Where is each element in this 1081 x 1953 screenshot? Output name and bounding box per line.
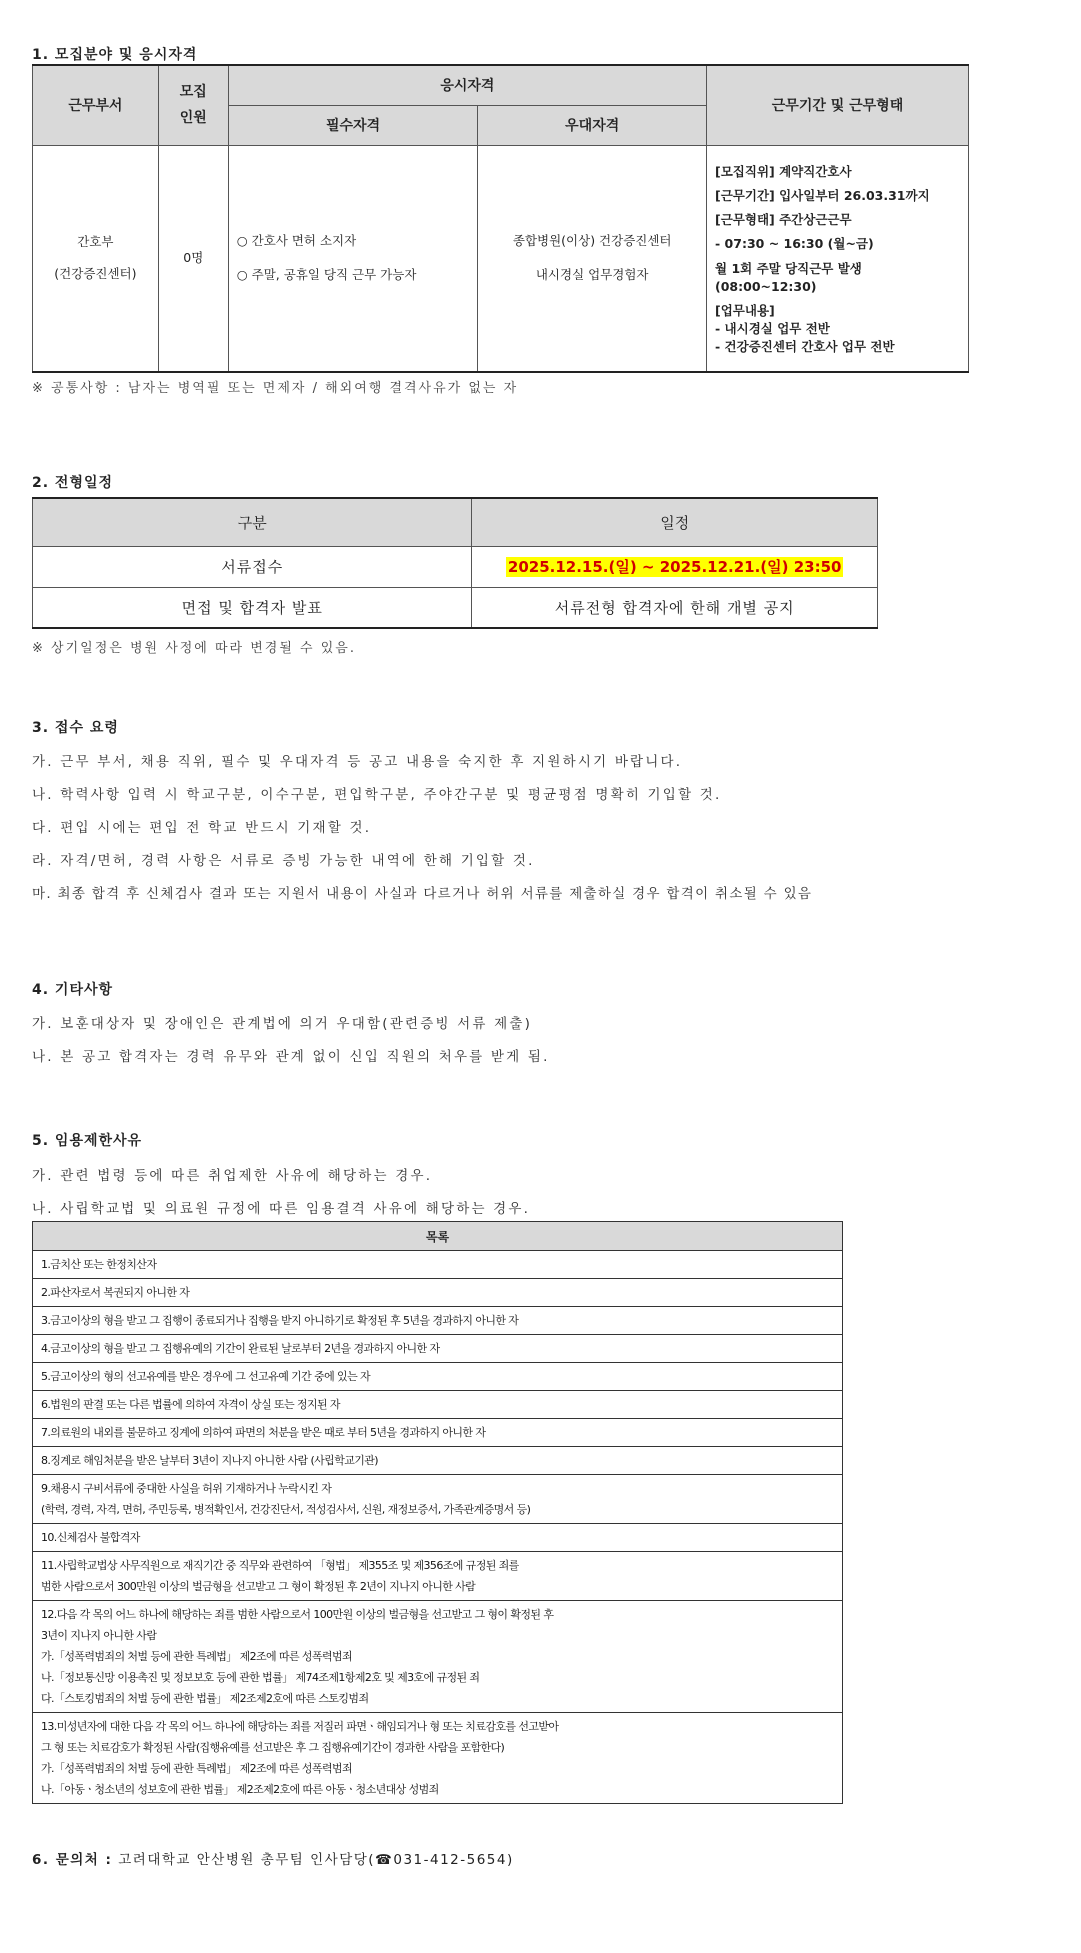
period-line: [근무형태] 주간상근근무 [715,212,852,228]
period-line: [모집직위] 계약직간호사 [715,164,852,180]
schedule-value: 서류전형 합격자에 한해 개별 공지 [472,587,878,628]
schedule-table [32,497,878,629]
dept-name: 간호부 [77,234,114,250]
header-count: 모집 인원 [158,65,228,145]
contact-label: 6. 문의처 : [32,1852,113,1868]
disqualification-row: 3.금고이상의 형을 받고 그 집행이 종료되거나 집행을 받지 아니하기로 확정된 후 5년을 경과하지 아니한 자 [33,1307,843,1335]
section-2-note: ※ 상기일정은 병원 사정에 따라 변경될 수 있음. [32,641,356,656]
restriction-item: 가. 관련 법령 등에 따른 취업제한 사유에 해당하는 경우. [32,1168,433,1184]
section-2-title: 2. 전형일정 [32,475,114,491]
disqualification-row: 6.법원의 판결 또는 다른 법률에 의하여 자격이 상실 또는 정지된 자 [33,1391,843,1419]
section-1-title: 1. 모집분야 및 응시자격 [32,47,198,63]
application-guide-item: 다. 편입 시에는 편입 전 학교 반드시 기재할 것. [32,820,372,836]
disqualification-row: 4.금고이상의 형을 받고 그 집행유예의 기간이 완료된 날로부터 2년을 경과하지 아니한 자 [33,1335,843,1363]
application-guide-item: 마. 최종 합격 후 신체검사 결과 또는 지원서 내용이 사실과 다르거나 허위 서류를 제출하실 경우 합격이 취소될 수 있음 [32,886,813,902]
dept-sub: (건강증진센터) [54,266,137,282]
schedule-header-date: 일정 [472,498,878,546]
period-line: - 내시경실 업무 전반 [715,321,830,337]
schedule-header-type: 구분 [33,498,472,546]
period-line: - 건강증진센터 간호사 업무 전반 [715,339,895,355]
period-line: - 07:30 ~ 16:30 (월~금) [715,236,874,252]
disqualification-row: 13.미성년자에 대한 다음 각 목의 어느 하나에 해당하는 죄를 저질러 파면ㆍ해임되거나 형 또는 치료감호를 선고받아 그 형 또는 치료감호가 확정된 사람(집행유예를 선고받은 후 그 집행유예기간이 경과한 사람을 포함한다) 가.「성폭력범죄의 처벌 등에 관한 특례법」 제2조에 따른 성폭력범죄 나.「아동ㆍ청소년의 성보호에 관한 법률」 제2조제2호에 따른 아동ㆍ청소년대상 성범죄 [33,1713,843,1804]
application-guide-item: 라. 자격/면허, 경력 사항은 서류로 증빙 가능한 내역에 한해 기입할 것. [32,853,535,869]
header-dept: 근무부서 [33,65,159,145]
application-guide-item: 나. 학력사항 입력 시 학교구분, 이수구분, 편입학구분, 주야간구분 및 평균평점 명확히 기입할 것. [32,787,722,803]
disqualification-row: 9.채용시 구비서류에 중대한 사실을 허위 기재하거나 누락시킨 자 (학력, 경력, 자격, 면허, 주민등록, 병적확인서, 건강진단서, 적성검사서, 신원, 재정보증서, 가족관계증명서 등) [33,1475,843,1524]
disqualification-table [32,1221,843,1804]
schedule-value [472,546,878,587]
disqualification-row: 1.금치산 또는 한정치산자 [33,1251,843,1279]
disqualification-row: 11.사립학교법상 사무직원으로 재직기간 중 직무와 관련하여 「형법」 제355조 및 제356조에 규정된 죄를 범한 사람으로서 300만원 이상의 벌금형을 선고받고 그 형이 확정된 후 2년이 지나지 아니한 사람 [33,1552,843,1601]
section-1-note: ※ 공통사항 : 남자는 병역필 또는 면제자 / 해외여행 결격사유가 없는 자 [32,381,519,396]
header-required: 필수자격 [228,105,478,145]
disqualification-row: 10.신체검사 불합격자 [33,1524,843,1552]
preferred-cell [478,145,707,372]
required-cell [228,145,478,372]
disqualification-row: 12.다음 각 목의 어느 하나에 해당하는 죄를 범한 사람으로서 100만원 이상의 벌금형을 선고받고 그 형이 확정된 후 3년이 지나지 아니한 사람 가.「성폭력범죄의 처벌 등에 관한 특례법」 제2조에 따른 성폭력범죄 나.「정보통신망 이용촉진 및 정보보호 등에 관한 법률」 제74조제1항제2호 및 제3호에 규정된 죄 다.「스토킹범죄의 처벌 등에 관한 법률」 제2조제2호에 따른 스토킹범죄 [33,1601,843,1713]
section-3-title: 3. 접수 요령 [32,720,119,736]
disqualification-header: 목록 [33,1222,843,1251]
required-item: ○ 주말, 공휴일 당직 근무 가능자 [236,267,417,283]
contact-info: 6. 문의처 : 고려대학교 안산병원 총무팀 인사담당(☎031-412-5654) [32,1852,514,1868]
disqualification-row: 8.징계로 해임처분을 받은 날부터 3년이 지나지 아니한 사람 (사립학교기관) [33,1447,843,1475]
application-period-highlight: 2025.12.15.(일) ~ 2025.12.21.(일) 23:50 [507,558,842,576]
period-line: [업무내용] [715,303,775,319]
section-4-title: 4. 기타사항 [32,982,114,998]
count-cell: 0명 [158,145,228,372]
recruitment-table [32,64,969,373]
period-cell [707,145,969,372]
other-note-item: 가. 보훈대상자 및 장애인은 관계법에 의거 우대함(관련증빙 서류 제출) [32,1016,533,1032]
schedule-label: 면접 및 합격자 발표 [33,587,472,628]
disqualification-row: 2.파산자로서 복권되지 아니한 자 [33,1279,843,1307]
disqualification-row: 7.의료원의 내외를 불문하고 징계에 의하여 파면의 처분을 받은 때로 부터 5년을 경과하지 아니한 자 [33,1419,843,1447]
dept-cell [33,145,159,372]
application-guide-item: 가. 근무 부서, 채용 직위, 필수 및 우대자격 등 공고 내용을 숙지한 후 지원하시기 바랍니다. [32,754,683,770]
header-qualification: 응시자격 [228,65,706,105]
required-item: ○ 간호사 면허 소지자 [236,233,357,249]
schedule-label: 서류접수 [33,546,472,587]
header-period: 근무기간 및 근무형태 [707,65,969,145]
period-line: [근무기간] 입사일부터 26.03.31까지 [715,188,930,204]
disqualification-row: 5.금고이상의 형의 선고유예를 받은 경우에 그 선고유예 기간 중에 있는 자 [33,1363,843,1391]
period-line: 월 1회 주말 당직근무 발생 [715,261,862,277]
period-line: (08:00~12:30) [715,279,817,295]
preferred-item: 내시경실 업무경험자 [535,267,649,283]
preferred-item: 종합병원(이상) 건강증진센터 [512,233,672,249]
section-5-title: 5. 임용제한사유 [32,1133,143,1149]
header-preferred: 우대자격 [478,105,707,145]
other-note-item: 나. 본 공고 합격자는 경력 유무와 관계 없이 신입 직원의 처우를 받게 됨. [32,1049,550,1065]
restriction-item: 나. 사립학교법 및 의료원 규정에 따른 임용결격 사유에 해당하는 경우. [32,1201,531,1217]
